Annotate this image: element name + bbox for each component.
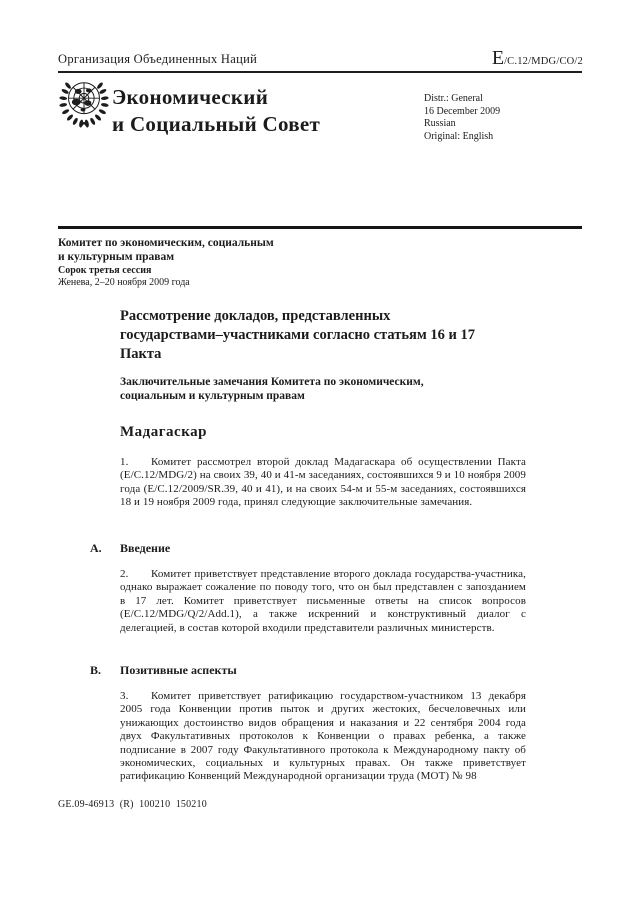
council-title-line2: и Социальный Совет bbox=[112, 112, 321, 136]
paragraph-2 bbox=[120, 568, 526, 635]
report-title-line1: Рассмотрение докладов, представленных bbox=[120, 308, 391, 324]
report-subtitle-line1: Заключительные замечания Комитета по экономическим, bbox=[120, 376, 424, 388]
paragraph-3-text: Комитет приветствует ратификацию государством-участником 13 декабря 2005 года Конвенции против пыток и других жестоких, бесчеловечных или унижающих достоинство видов обращения и наказания и 22 сентября 2004 года двух Факультативных протоколов к Конвенции о правах ребенка, а также подписание в 2007 году Факультативного протокола к Международному пакту об экономических, социальных и культурных правах. Он также приветствует ратификацию Конвенций Международной организации труда (МОТ) № 98 bbox=[120, 690, 526, 783]
report-title-line3: Пакта bbox=[120, 346, 162, 362]
un-emblem-icon bbox=[55, 77, 113, 131]
distr-date: 16 December 2009 bbox=[424, 105, 501, 117]
header-rule bbox=[58, 71, 582, 73]
committee-name bbox=[58, 236, 274, 264]
section-heading-b bbox=[90, 663, 237, 678]
report-subtitle bbox=[120, 376, 550, 403]
paragraph-3-number: 3. bbox=[120, 690, 129, 702]
distr-original: Original: English bbox=[424, 130, 494, 142]
section-a-title: Введение bbox=[120, 541, 171, 555]
paragraph-1-text: Комитет рассмотрел второй доклад Мадагаскара об осуществлении Пакта (E/C.12/MDG/2) на своих 39, 40 и 41-м заседаниях, состоявшихся 9 и 10 ноября 2009 года (E/C.12/2009/SR.39, 40 и 41), и на своих 54-м и 55-м заседаниях, состоявшихся 18 и 19 ноября 2009 года, принял следующие заключительные замечания. bbox=[120, 456, 526, 509]
document-symbol-series: E bbox=[491, 47, 505, 69]
session-venue-dates: Женева, 2–20 ноября 2009 года bbox=[58, 277, 190, 288]
un-organization-name: Организация Объединенных Наций bbox=[58, 52, 258, 66]
report-title-line2: государствами–участниками согласно статьям 16 и 17 bbox=[120, 327, 475, 343]
section-a-letter: A. bbox=[90, 541, 102, 555]
council-title bbox=[112, 84, 320, 138]
distr-language: Russian bbox=[424, 118, 456, 130]
footer-document-id: GE.09-46913 (R) 100210 150210 bbox=[58, 799, 207, 810]
paragraph-1-number: 1. bbox=[120, 456, 129, 468]
report-subtitle-line2: социальным и культурным правам bbox=[120, 389, 305, 402]
session-number: Сорок третья сессия bbox=[58, 265, 152, 276]
section-heading-a bbox=[90, 541, 170, 556]
council-title-line1: Экономический bbox=[112, 85, 269, 109]
paragraph-2-number: 2. bbox=[120, 568, 129, 580]
paragraph-2-text: Комитет приветствует представление второго доклада государства-участника, однако выражает сожаление по поводу того, что он был представлен с запозданием в 17 лет. Комитет приветствует письменные ответы на список вопросов (E/C.12/MDG/Q/2/Add.1), а также искренний и конструктивный диалог с делегацией, в состав которой входили представители различных министерств. bbox=[120, 568, 526, 634]
country-heading: Мадагаскар bbox=[120, 424, 207, 440]
committee-name-line1: Комитет по экономическим, социальным bbox=[58, 237, 274, 249]
section-divider-rule bbox=[58, 226, 582, 229]
section-b-letter: B. bbox=[90, 663, 102, 677]
report-title bbox=[120, 307, 570, 364]
document-symbol-number: /C.12/MDG/CO/2 bbox=[504, 56, 583, 67]
document-symbol bbox=[492, 47, 583, 70]
distribution-block bbox=[424, 93, 500, 143]
distr-type: Distr.: General bbox=[424, 93, 483, 104]
section-b-title: Позитивные аспекты bbox=[120, 663, 237, 677]
paragraph-1 bbox=[120, 456, 526, 510]
paragraph-3 bbox=[120, 690, 526, 784]
committee-name-line2: и культурным правам bbox=[58, 251, 175, 263]
